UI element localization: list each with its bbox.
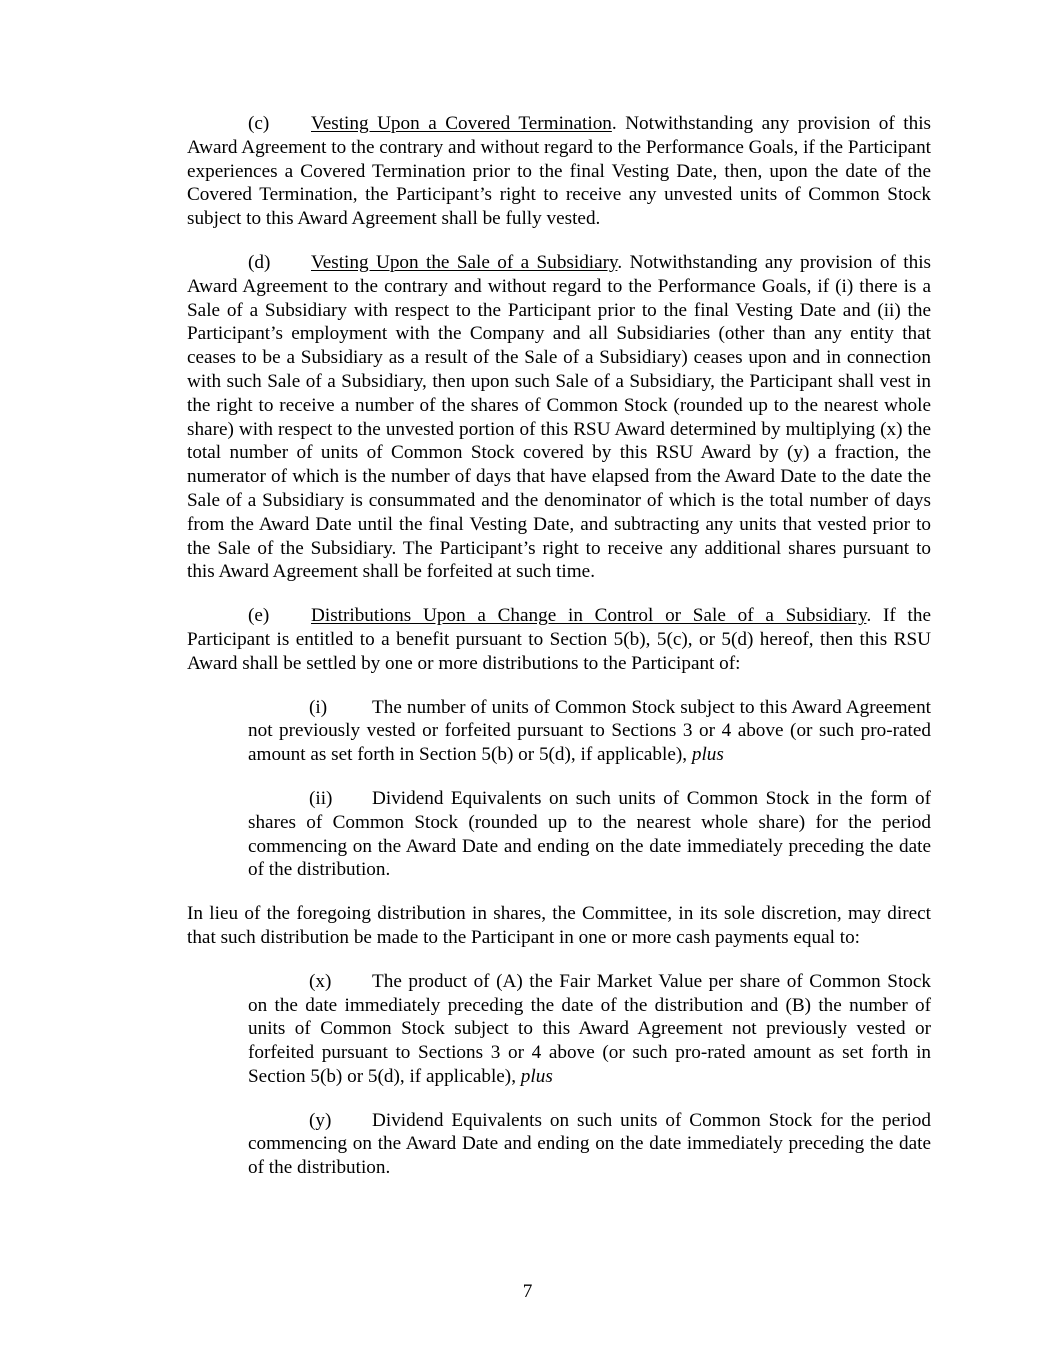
section-e-heading: Distributions Upon a Change in Control or Sale of a Subsidiary: [311, 605, 867, 627]
subsection-x-text: The product of (A) the Fair Market Value per share of Common Stock on the date immediately preceding the date of the distribution and (B) the number of units of Common Stock subject to this Award Agreement not previously vested or forfeited pursuant to Sections 3 or 4 above (or such pro-rated amount as set forth in Section 5(b) or 5(d), if applicable),: [248, 970, 931, 1087]
subsection-i-paragraph: [248, 696, 931, 767]
subsection-y-paragraph: [248, 1109, 931, 1180]
subsection-ii-label: (ii): [309, 787, 333, 809]
subsection-i-emphasis: plus: [691, 744, 724, 766]
subsection-i-label: (i): [309, 696, 328, 718]
section-d-heading: Vesting Upon the Sale of a Subsidiary: [311, 251, 618, 273]
subsection-ii-paragraph: [248, 787, 931, 882]
page-number: 7: [522, 1281, 533, 1302]
section-e-text: . If the Participant is entitled to a benefit pursuant to Section 5(b), 5(c), or 5(d) hereof, then this RSU Award shall be settled by one or more distributions to the Participant of:: [187, 605, 931, 674]
section-e-label: (e): [248, 605, 270, 627]
section-d-paragraph: [187, 251, 931, 584]
subsection-y-label: (y): [309, 1109, 332, 1131]
section-c-label: (c): [248, 113, 270, 134]
section-c-text: . Notwithstanding any provision of this Award Agreement to the contrary and without regard to the Performance Goals, if the Participant experiences a Covered Termination prior to the final Vesting Date, then, upon the date of the Covered Termination, the Participant’s right to receive any unvested units of Common Stock subject to this Award Agreement shall be fully vested.: [187, 113, 932, 230]
subsection-x-label: (x): [309, 970, 332, 992]
section-c-heading: Vesting Upon a Covered Termination: [311, 113, 612, 134]
document-body: [187, 112, 931, 1180]
subsection-ii-text: Dividend Equivalents on such units of Common Stock in the form of shares of Common Stock (rounded up to the nearest whole share) for the period commencing on the Award Date and ending on the date immediately preceding the date of the distribution.: [248, 787, 931, 881]
section-d-label: (d): [248, 251, 271, 273]
subsection-x-emphasis: plus: [520, 1065, 553, 1087]
section-c-paragraph: [187, 112, 931, 231]
lieu-paragraph: In lieu of the foregoing distribution in shares, the Committee, in its sole discretion, may direct that such distribution be made to the Participant in one or more cash payments equal to:: [187, 903, 931, 948]
section-e-paragraph: [187, 604, 931, 675]
section-d-text: . Notwithstanding any provision of this Award Agreement to the contrary and without regard to the Performance Goals, if (i) there is a Sale of a Subsidiary with respect to the Participant prior to the final Vesting Date and (ii) the Participant’s employment with the Company and all Subsidiaries (other than any entity that ceases to be a Subsidiary as a result of the Sale of a Subsidiary) ceases upon and in connection with such Sale of a Subsidiary, then upon such Sale of a Subsidiary, the Participant shall vest in the right to receive a number of the shares of Common Stock (rounded up to the nearest whole share) with respect to the unvested portion of this RSU Award determined by multiplying (x) the total number of units of Common Stock covered by this RSU Award by (y) a fraction, the numerator of which is the number of days that have elapsed from the Award Date to the date the Sale of a Subsidiary is consummated and the denominator of which is the total number of days from the Award Date until the final Vesting Date, and subtracting any units that vested prior to the Sale of the Subsidiary. The Participant’s right to receive any additional shares pursuant to this Award Agreement shall be forfeited at such time.: [187, 251, 932, 583]
subsection-y-text: Dividend Equivalents on such units of Common Stock for the period commencing on the Award Date and ending on the date immediately preceding the date of the distribution.: [248, 1109, 931, 1179]
subsection-i-text: The number of units of Common Stock subject to this Award Agreement not previously vested or forfeited pursuant to Sections 3 or 4 above (or such pro-rated amount as set forth in Section 5(b) or 5(d), if applicable),: [248, 696, 931, 766]
subsection-x-paragraph: [248, 970, 931, 1089]
